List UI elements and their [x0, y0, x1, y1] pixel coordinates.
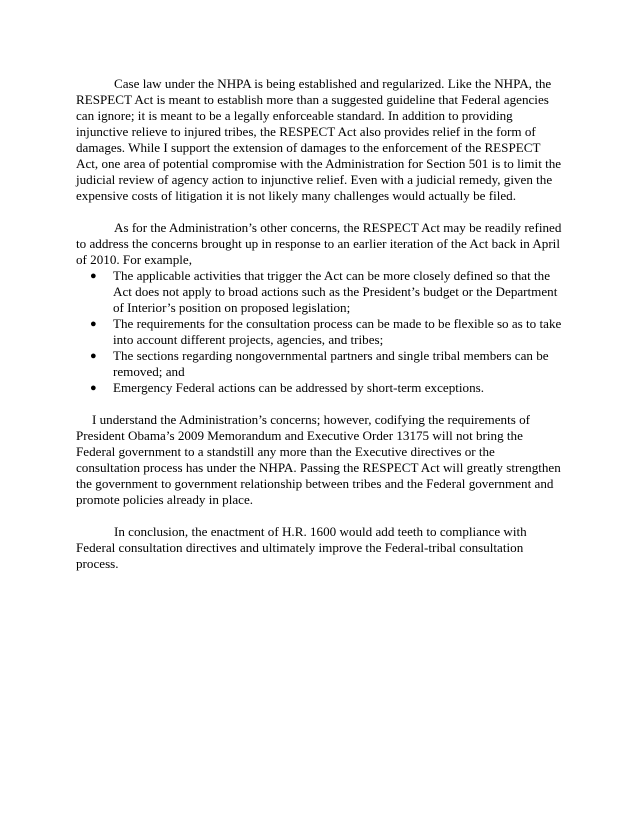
paragraph-gap	[76, 508, 562, 524]
list-item	[76, 348, 562, 380]
list-item	[76, 380, 562, 396]
paragraph-understanding: I understand the Administration’s concerns; however, codifying the requirements of President Obama’s 2009 Memorandum and Executive Order 13175 will not bring the Federal government to a standstill any more than the Executive directives or the consultation process has under the NHPA. Passing the RESPECT Act will greatly strengthen the government to government relationship between tribes and the Federal government and promote policies already in place.	[76, 412, 561, 507]
refinement-list	[76, 268, 562, 396]
paragraph-administration-concerns: As for the Administration’s other concerns, the RESPECT Act may be readily refined to address the concerns brought up in response to an earlier iteration of the Act back in April of 2010. For example,	[76, 220, 562, 267]
bullet-icon: ●	[90, 270, 97, 282]
paragraph-gap	[76, 396, 562, 412]
list-item-text: The applicable activities that trigger the Act can be more closely defined so that the Act does not apply to broad actions such as the President’s budget or the Department of Interior’s position on proposed legislation;	[113, 268, 558, 315]
bullet-icon: ●	[90, 350, 97, 362]
paragraph-conclusion: In conclusion, the enactment of H.R. 1600 would add teeth to compliance with Federal consultation directives and ultimately improve the Federal-tribal consultation process.	[76, 524, 527, 571]
document-page	[76, 76, 562, 572]
list-item	[76, 316, 562, 348]
bullet-icon: ●	[90, 318, 97, 330]
list-item	[76, 268, 562, 316]
paragraph-case-law: Case law under the NHPA is being established and regularized. Like the NHPA, the RESPECT Act is meant to establish more than a suggested guideline that Federal agencies can ignore; it is meant to be a legally enforceable standard. In addition to providing injunctive relieve to injured tribes, the RESPECT Act also provides relief in the form of damages. While I support the extension of damages to the enforcement of the RESPECT Act, one area of potential compromise with the Administration for Section 501 is to limit the judicial review of agency action to injunctive relief. Even with a judicial remedy, given the expensive costs of litigation it is not likely many challenges would actually be filed.	[76, 76, 562, 203]
list-item-text: Emergency Federal actions can be addressed by short-term exceptions.	[113, 380, 484, 395]
paragraph-gap	[76, 204, 562, 220]
bullet-icon: ●	[90, 382, 97, 394]
list-item-text: The sections regarding nongovernmental partners and single tribal members can be removed; and	[113, 348, 549, 379]
list-item-text: The requirements for the consultation process can be made to be flexible so as to take into account different projects, agencies, and tribes;	[113, 316, 562, 347]
